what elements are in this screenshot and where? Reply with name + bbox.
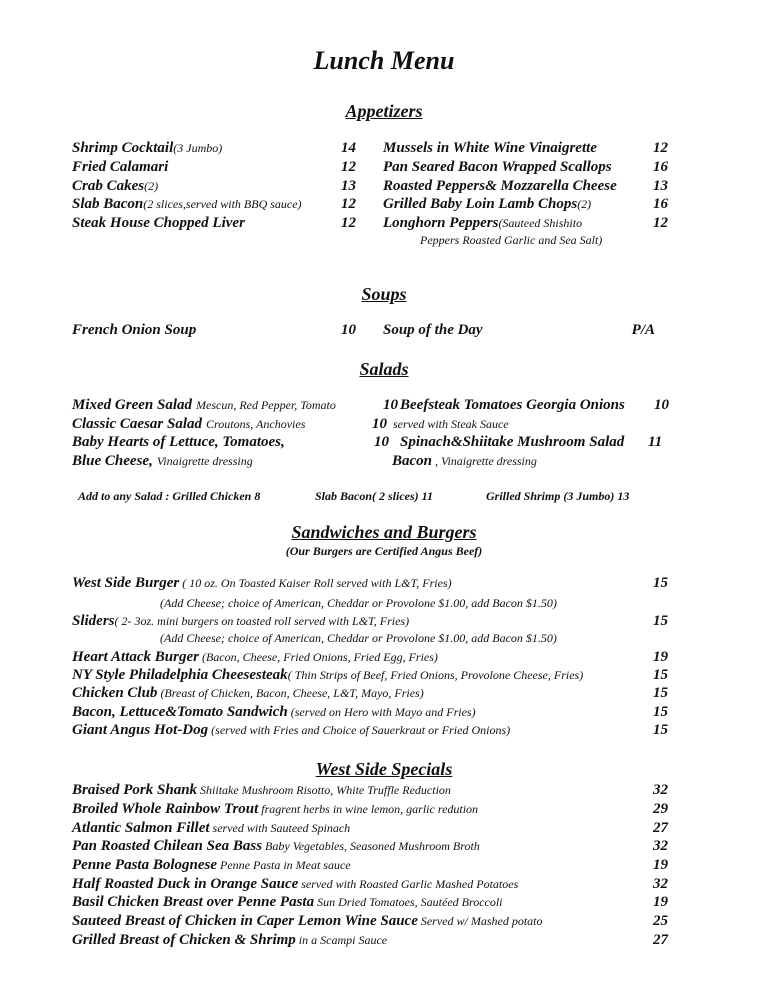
item-name: Atlantic Salmon Fillet [72,820,210,836]
menu-item [72,684,668,702]
item-description-continued: Peppers Roasted Garlic and Sea Salt) [420,233,603,247]
item-name: Bacon [392,453,433,469]
item-name: Blue Cheese, [72,453,153,469]
menu-item [72,837,668,855]
item-name: Pan Seared Bacon Wrapped Scallops [383,159,612,175]
item-price: 15 [653,613,668,629]
item-price: 32 [653,782,668,798]
menu-item [72,648,668,666]
menu-item [72,800,668,818]
menu-item [72,875,668,893]
item-price: 27 [653,932,668,948]
menu-item [72,195,356,213]
item-description: ( 10 oz. On Toasted Kaiser Roll served with L&T, Fries) [179,576,452,590]
menu-item [72,703,668,721]
item-description: in a Scampi Sauce [295,933,388,947]
item-price: 16 [653,159,668,175]
menu-item [383,214,668,232]
item-name: Sliders [72,613,115,629]
item-name: Spinach&Shiitake Mushroom Salad [400,434,625,450]
item-price: 12 [653,140,668,156]
item-description: ( 2- 3oz. mini burgers on toasted roll served with L&T, Fries) [114,614,410,628]
item-price: 16 [653,196,668,212]
item-price: 29 [653,801,668,817]
menu-item [72,214,356,232]
item-description: fragrent herbs in wine lemon, garlic redution [258,802,479,816]
section-subheading: (Our Burgers are Certified Angus Beef) [285,544,483,558]
salad-item-left [72,415,305,433]
item-name: Roasted Peppers& Mozzarella Cheese [383,178,617,194]
salad-item-left [72,433,289,451]
item-description: (2 slices,served with BBQ sauce) [143,197,302,211]
item-label [383,177,617,195]
salad-item-left [72,452,253,470]
item-label [383,214,582,232]
item-label [72,214,245,232]
item-name: Heart Attack Burger [72,649,199,665]
item-description: Penne Pasta in Meat sauce [217,858,351,872]
item-description: served with Sauteed Spinach [209,821,351,835]
cheese-note: (Add Cheese; choice of American, Cheddar or Provolone $1.00, add Bacon $1.50) [160,596,557,610]
item-label [72,195,302,213]
item-price: 15 [653,704,668,720]
item-price: 32 [653,838,668,854]
menu-item [72,931,668,949]
item-label [72,574,452,592]
item-name: Shrimp Cocktail [72,140,174,156]
item-name: Pan Roasted Chilean Sea Bass [72,838,263,854]
menu-item [383,139,668,157]
item-price: 11 [648,434,663,450]
menu-item [383,158,668,176]
item-name: Braised Pork Shank [72,782,198,798]
page-title: Lunch Menu [313,46,455,75]
item-label [72,158,168,176]
item-name: Sauteed Breast of Chicken in Caper Lemon Wine Sauce [72,913,418,929]
item-price: 10 [654,397,669,413]
item-name: Chicken Club [72,685,158,701]
item-price: 12 [341,159,356,175]
item-price: 15 [653,685,668,701]
item-price: 32 [653,876,668,892]
item-label [72,648,438,666]
item-label [72,721,510,739]
item-name: Slab Bacon [72,196,144,212]
item-label [72,781,451,799]
item-price: 19 [653,857,668,873]
item-price: 27 [653,820,668,836]
item-label [72,666,583,684]
item-price: 10 [374,434,389,450]
item-name: Broiled Whole Rainbow Trout [72,801,259,817]
section-heading-specials: West Side Specials [315,759,453,779]
salad-item-right [392,452,537,470]
menu-item [383,177,668,195]
cheese-note: (Add Cheese; choice of American, Cheddar or Provolone $1.00, add Bacon $1.50) [160,631,557,645]
item-description: Baby Vegetables, Seasoned Mushroom Broth [262,839,480,853]
item-name: Grilled Breast of Chicken & Shrimp [72,932,296,948]
menu-item [72,574,668,592]
item-name: Bacon, Lettuce&Tomato Sandwich [72,704,288,720]
item-description: Vinaigrette dressing [156,454,253,468]
item-name: Giant Angus Hot-Dog [72,722,209,738]
item-description: (served with Fries and Choice of Sauerkraut or Fried Onions) [208,723,511,737]
item-price: 25 [653,913,668,929]
item-price: 12 [341,196,356,212]
item-name: NY Style Philadelphia Cheesesteak [72,667,288,683]
item-name: Crab Cakes [72,178,145,194]
item-name: West Side Burger [72,575,180,591]
item-name: Penne Pasta Bolognese [72,857,217,873]
item-label [72,875,518,893]
item-name: Soup of the Day [383,322,483,338]
salad-addon: Add to any Salad : Grilled Chicken 8 [78,489,261,503]
item-description: Sun Dried Tomatoes, Sautéed Broccoli [314,895,503,909]
item-price: P/A [631,322,655,338]
item-description: Shiitake Mushroom Risotto, White Truffle Reduction [197,783,451,797]
menu-item [72,819,668,837]
item-name: Classic Caesar Salad [72,416,203,432]
item-name: Basil Chicken Breast over Penne Pasta [72,894,315,910]
menu-item [72,177,356,195]
item-price: 15 [653,575,668,591]
item-label [72,684,424,702]
item-label [72,837,480,855]
section-heading-appetizers: Appetizers [345,101,423,121]
menu-item [72,893,668,911]
item-description: Croutons, Anchovies [206,417,306,431]
item-label [72,856,351,874]
item-name: Beefsteak Tomatoes Georgia Onions [400,397,625,413]
menu-item [383,321,655,339]
item-label [72,931,387,949]
menu-item [72,856,668,874]
item-price: 13 [341,178,356,194]
item-label [72,893,503,911]
item-price: 10 [383,397,398,413]
menu-item [72,912,668,930]
item-description: ( Thin Strips of Beef, Fried Onions, Provolone Cheese, Fries) [287,668,584,682]
item-price: 19 [653,894,668,910]
section-heading-soups: Soups [361,284,407,304]
menu-item [72,139,356,157]
item-description: (Breast of Chicken, Bacon, Cheese, L&T, Mayo, Fries) [157,686,424,700]
menu-item [72,612,668,630]
menu-item [72,666,668,684]
item-description: , Vinaigrette dressing [435,454,537,468]
menu-item [72,321,356,339]
item-price: 10 [372,416,387,432]
item-price: 12 [653,215,668,231]
item-name: Half Roasted Duck in Orange Sauce [72,876,299,892]
item-name: French Onion Soup [72,322,197,338]
salad-addon: Slab Bacon( 2 slices) 11 [315,489,434,503]
section-heading-salads: Salads [359,359,409,379]
item-description: (Sauteed Shishito [498,216,583,230]
item-name: Mixed Green Salad [72,397,192,413]
item-description: served with Steak Sauce [393,417,509,431]
item-name: Baby Hearts of Lettuce, Tomatoes, [72,434,285,450]
item-label [72,612,409,630]
item-description: (2) [144,179,159,193]
item-description: Mescun, Red Pepper, Tomato [196,398,336,412]
item-name: Grilled Baby Loin Lamb Chops [383,196,578,212]
menu-item [383,195,668,213]
menu-item [72,158,356,176]
item-label [72,819,350,837]
item-name: Longhorn Peppers [383,215,499,231]
item-description: served with Roasted Garlic Mashed Potatoes [298,877,519,891]
salad-item-right [393,415,509,433]
item-price: 14 [341,140,356,156]
item-label [72,800,478,818]
item-label [72,139,222,157]
menu-item [72,781,668,799]
item-name: Mussels in White Wine Vinaigrette [383,140,597,156]
item-label [72,912,543,930]
item-price: 13 [653,178,668,194]
salad-addon: Grilled Shrimp (3 Jumbo) 13 [486,489,630,503]
item-label [383,195,591,213]
item-price: 15 [653,667,668,683]
item-label [72,703,476,721]
menu-item [72,721,668,739]
item-price: 10 [341,322,356,338]
item-description: Served w/ Mashed potato [417,914,543,928]
item-price: 19 [653,649,668,665]
section-heading-sandwiches: Sandwiches and Burgers [291,522,477,542]
item-description: (3 Jumbo) [173,141,223,155]
item-description: (2) [577,197,592,211]
item-description: (Bacon, Cheese, Fried Onions, Fried Egg, Fries) [198,650,438,664]
salad-item-right [400,396,628,414]
item-name: Steak House Chopped Liver [72,215,245,231]
salad-item-right [400,433,627,451]
item-price: 12 [341,215,356,231]
item-label [383,139,597,157]
salad-item-left [72,396,336,414]
item-name: Fried Calamari [72,159,169,175]
item-price: 15 [653,722,668,738]
item-label [383,158,612,176]
item-label [72,177,158,195]
item-description: (served on Hero with Mayo and Fries) [287,705,476,719]
